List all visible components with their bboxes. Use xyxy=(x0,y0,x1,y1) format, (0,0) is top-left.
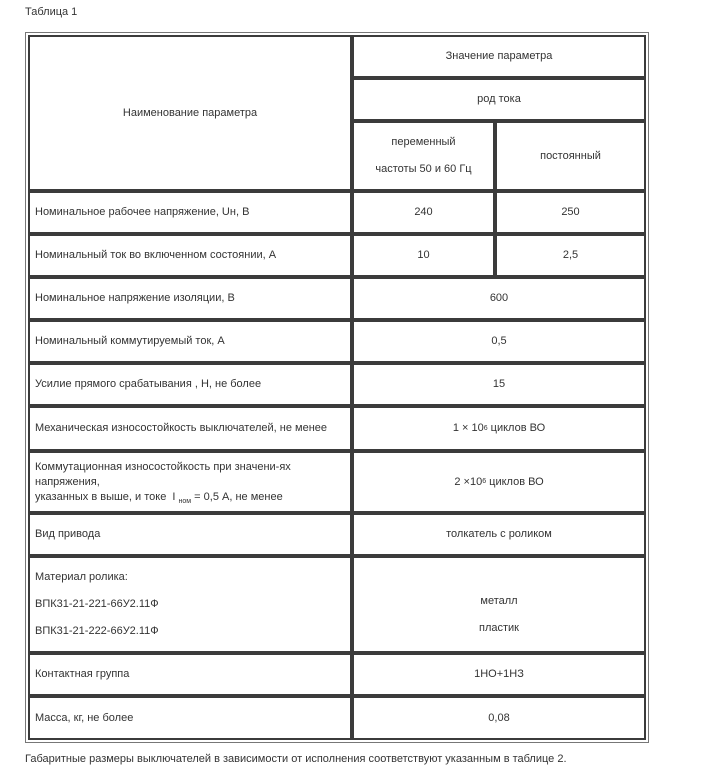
comm-wear-name-line1: Коммутационная износостойкость при значени-ях напряжения, xyxy=(35,460,291,488)
row-mech-wear-name: Механическая износостойкость выключателей, не менее xyxy=(28,406,352,451)
row-contacts-name: Контактная группа xyxy=(28,653,352,696)
comm-wear-unit: циклов ВО xyxy=(486,475,544,488)
row-roller-name xyxy=(28,556,352,653)
footnote: Габаритные размеры выключателей в зависимости от исполнения соответствуют указанным в таблице 2. xyxy=(25,753,567,765)
row-voltage-ac: 240 xyxy=(352,191,495,234)
comm-wear-name-pre: указанных в выше, и токе I xyxy=(35,490,179,503)
row-current-name: Номинальный ток во включенном состоянии, А xyxy=(28,234,352,277)
row-voltage-name: Номинальное рабочее напряжение, Uн, В xyxy=(28,191,352,234)
row-force-name: Усилие прямого срабатывания , Н, не более xyxy=(28,363,352,406)
header-param-value: Значение параметра xyxy=(352,35,646,78)
comm-wear-name-post: = 0,5 А, не менее xyxy=(191,490,283,503)
row-current-dc: 2,5 xyxy=(495,234,646,277)
row-mech-wear-value: 1 × 10 6 циклов ВО xyxy=(352,406,646,451)
roller-material1: металл xyxy=(480,594,518,607)
roller-title: Материал ролика: xyxy=(35,571,128,583)
roller-material2: пластик xyxy=(479,621,519,634)
row-switched-current-name: Номинальный коммутируемый ток, А xyxy=(28,320,352,363)
row-switched-current-value: 0,5 xyxy=(352,320,646,363)
row-insulation-value: 600 xyxy=(352,277,646,320)
row-insulation-name: Номинальное напряжение изоляции, В xyxy=(28,277,352,320)
comm-wear-base: 2 ×10 xyxy=(454,475,483,488)
row-comm-wear-name xyxy=(28,451,352,513)
row-force-value: 15 xyxy=(352,363,646,406)
header-ac-line2: частоты 50 и 60 Гц xyxy=(375,163,472,175)
comm-wear-name-line2 xyxy=(35,490,283,505)
roller-model2: ВПК31-21-222-66У2.11Ф xyxy=(35,625,159,637)
header-param-name: Наименование параметра xyxy=(28,35,352,191)
row-drive-value: толкатель с роликом xyxy=(352,513,646,556)
mech-wear-unit: циклов ВО xyxy=(487,422,546,434)
parameters-table xyxy=(25,32,649,743)
header-ac-line1: переменный xyxy=(391,136,456,148)
mech-wear-base: 1 × 10 xyxy=(452,422,484,434)
row-voltage-dc: 250 xyxy=(495,191,646,234)
row-contacts-value: 1НО+1НЗ xyxy=(352,653,646,696)
row-mass-value: 0,08 xyxy=(352,696,646,740)
row-drive-name: Вид привода xyxy=(28,513,352,556)
comm-wear-name-sub: ном xyxy=(178,497,192,505)
row-comm-wear-value: 2 ×10 6 циклов ВО xyxy=(352,451,646,513)
header-current-kind: род тока xyxy=(352,78,646,121)
header-ac xyxy=(352,121,495,191)
roller-model1: ВПК31-21-221-66У2.11Ф xyxy=(35,598,159,610)
row-mass-name: Масса, кг, не более xyxy=(28,696,352,740)
table-caption: Таблица 1 xyxy=(25,6,78,18)
row-roller-value xyxy=(352,556,646,653)
header-dc: постоянный xyxy=(495,121,646,191)
row-current-ac: 10 xyxy=(352,234,495,277)
